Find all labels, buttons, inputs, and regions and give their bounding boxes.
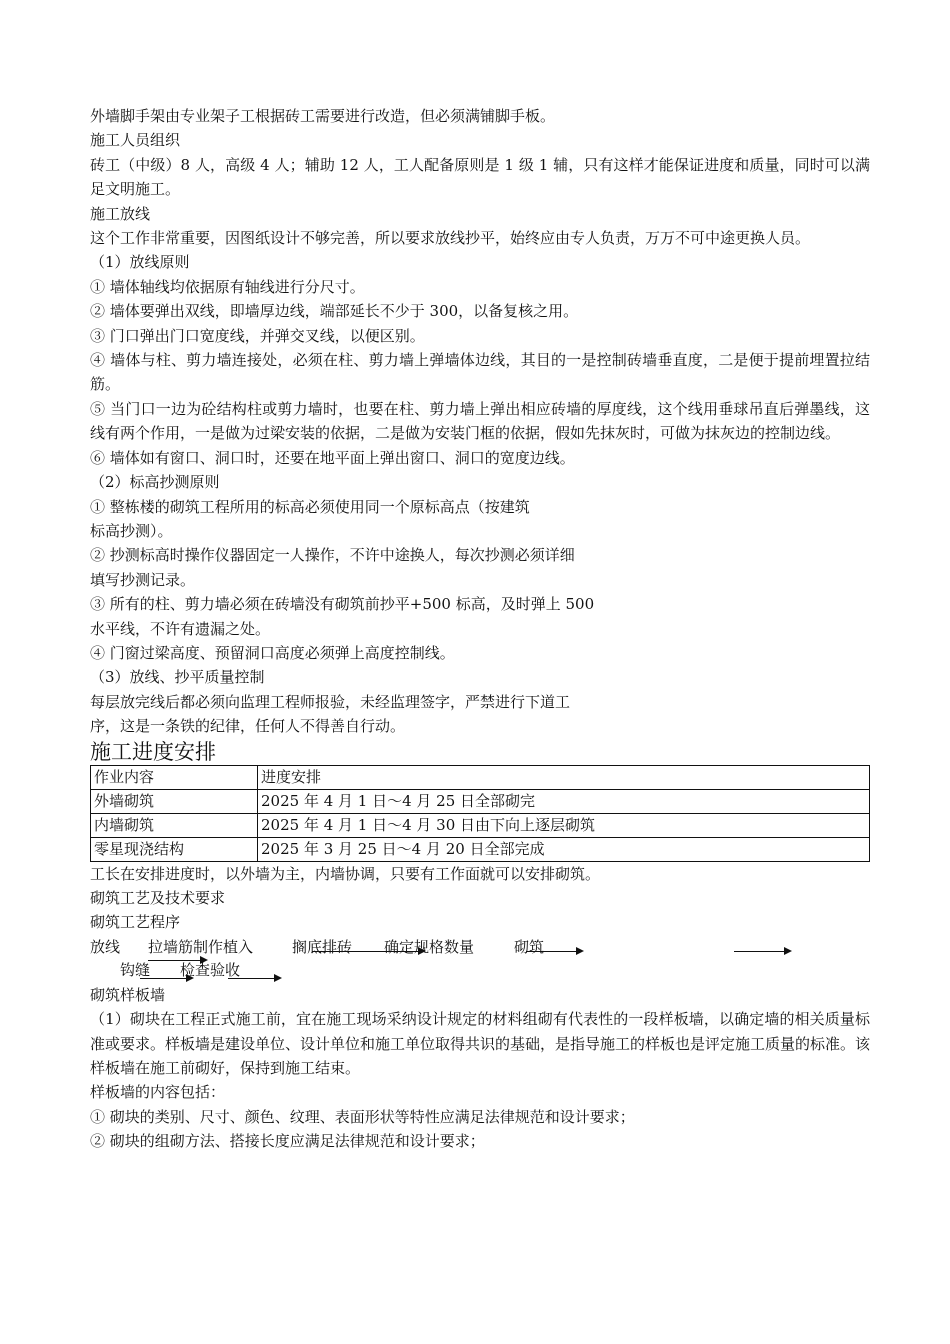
- paragraph: 这个工作非常重要，因图纸设计不够完善，所以要求放线抄平，始终应由专人负责，万万不可中途更换人员。: [90, 229, 811, 248]
- paragraph: （1）砌块在工程正式施工前，宜在施工现场采纳设计规定的材料组砌有代表性的一段样板墙，以确定墙的相关质量标准或要求。样板墙是建设单位、设计单位和施工单位取得共识的基础，是指导施工的样板也是评定施工质量的标准。该样板墙在施工前砌好，保持到施工结束。: [90, 1010, 871, 1077]
- schedule-heading: 施工进度安排: [90, 739, 216, 764]
- flow-step: 砌筑: [514, 937, 545, 956]
- document-page: [90, 104, 870, 1154]
- arrow-right-icon: [228, 978, 280, 979]
- paragraph: ② 墙体要弹出双线，即墙厚边线，端部延长不少于 300，以备复核之用。: [90, 302, 579, 321]
- paragraph: 外墙脚手架由专业架子工根据砖工需要进行改造，但必须满铺脚手板。: [90, 107, 556, 125]
- flow-step: 放线: [90, 937, 121, 956]
- arrow-right-icon: [312, 951, 424, 952]
- paragraph: ⑥ 墙体如有窗口、洞口时，还要在地平面上弹出窗口、洞口的宽度边线。: [90, 448, 575, 467]
- paragraph: 每层放完线后都必须向监理工程师报验，未经监理签字，严禁进行下道工: [90, 692, 571, 711]
- paragraph: ② 砌块的组砌方法、搭接长度应满足法律规范和设计要求；: [90, 1132, 485, 1151]
- paragraph: 序，这是一条铁的纪律，任何人不得善自行动。: [90, 717, 406, 736]
- flow-step: 确定规格数量: [384, 937, 475, 956]
- paragraph: （3）放线、抄平质量控制: [90, 668, 265, 687]
- paragraph-heading: 砌筑工艺程序: [90, 913, 181, 932]
- paragraph: ② 抄测标高时操作仪器固定一人操作，不许中途换人，每次抄测必须详细: [90, 546, 575, 565]
- table-cell: 零星现浇结构: [91, 837, 258, 861]
- paragraph: ① 整栋楼的砌筑工程所用的标高必须使用同一个原标高点（按建筑: [90, 497, 530, 516]
- paragraph: 水平线，不许有遗漏之处。: [90, 619, 271, 638]
- arrow-right-icon: [526, 951, 582, 952]
- paragraph: ① 墙体轴线均依据原有轴线进行分尺寸。: [90, 277, 365, 296]
- section-b: [90, 495, 870, 739]
- table-row: [91, 813, 870, 837]
- paragraph: 工长在安排进度时，以外墙为主，内墙协调，只要有工作面就可以安排砌筑。: [90, 864, 601, 883]
- paragraph: 标高抄测）。: [90, 521, 173, 540]
- arrow-right-icon: [734, 951, 790, 952]
- table-cell: 外墙砌筑: [91, 789, 258, 813]
- paragraph: ⑤ 当门口一边为砼结构柱或剪力墙时，也要在柱、剪力墙上弹出相应砖墙的厚度线，这个线用垂球吊直后弹墨线，这线有两个作用，一是做为过梁安装的依据，二是做为安装门框的依据，假如先抹灰时，可做为抹灰边的控制边线。: [90, 399, 870, 443]
- schedule-table: [90, 765, 870, 862]
- paragraph: （2）标高抄测原则: [90, 473, 220, 492]
- table-cell: 内墙砌筑: [91, 813, 258, 837]
- table-cell: 2025 年 3 月 25 日～4 月 20 日全部完成: [258, 837, 870, 861]
- paragraph: （1）放线原则: [90, 253, 190, 272]
- section-c: [90, 862, 870, 935]
- process-flow: [90, 935, 870, 983]
- paragraph-heading: 砌筑工艺及技术要求: [90, 888, 226, 907]
- flow-step: 搁底排砖: [292, 937, 353, 956]
- arrow-right-icon: [140, 978, 192, 979]
- paragraph-heading: 砌筑样板墙: [90, 985, 166, 1004]
- table-row: [91, 837, 870, 861]
- paragraph: 样板墙的内容包括：: [90, 1083, 226, 1102]
- flow-step: 钩缝: [120, 960, 151, 979]
- paragraph: ③ 所有的柱、剪力墙必须在砖墙没有砌筑前抄平+500 标高，及时弹上 500: [90, 595, 595, 614]
- flow-step: 检查验收: [180, 960, 241, 979]
- arrow-right-icon: [148, 960, 206, 961]
- paragraph: 填写抄测记录。: [90, 570, 196, 589]
- table-cell: 2025 年 4 月 1 日～4 月 30 日由下向上逐层砌筑: [258, 813, 870, 837]
- table-cell: 2025 年 4 月 1 日～4 月 25 日全部砌完: [258, 789, 870, 813]
- flow-step: 拉墙筋制作植入: [148, 937, 254, 956]
- paragraph: ④ 门窗过梁高度、预留洞口高度必须弹上高度控制线。: [90, 643, 455, 662]
- table-header-cell: 作业内容: [91, 765, 258, 789]
- section-d: [90, 983, 870, 1154]
- section-a: [90, 104, 870, 495]
- paragraph-heading: 施工人员组织: [90, 131, 181, 150]
- paragraph: 砖工（中级）8 人，高级 4 人；辅助 12 人，工人配备原则是 1 级 1 辅，只有这样才能保证进度和质量，同时可以满足文明施工。: [90, 155, 870, 199]
- paragraph-heading: 施工放线: [90, 204, 151, 223]
- table-header-cell: 进度安排: [258, 765, 870, 789]
- paragraph: ③ 门口弹出门口宽度线，并弹交叉线，以便区别。: [90, 326, 425, 345]
- table-row: [91, 789, 870, 813]
- paragraph: ④ 墙体与柱、剪力墙连接处，必须在柱、剪力墙上弹墙体边线，其目的一是控制砖墙垂直度，二是便于提前埋置拉结筋。: [90, 351, 870, 394]
- table-header-row: [91, 765, 870, 789]
- paragraph: ① 砌块的类别、尺寸、颜色、纹理、表面形状等特性应满足法律规范和设计要求；: [90, 1107, 635, 1126]
